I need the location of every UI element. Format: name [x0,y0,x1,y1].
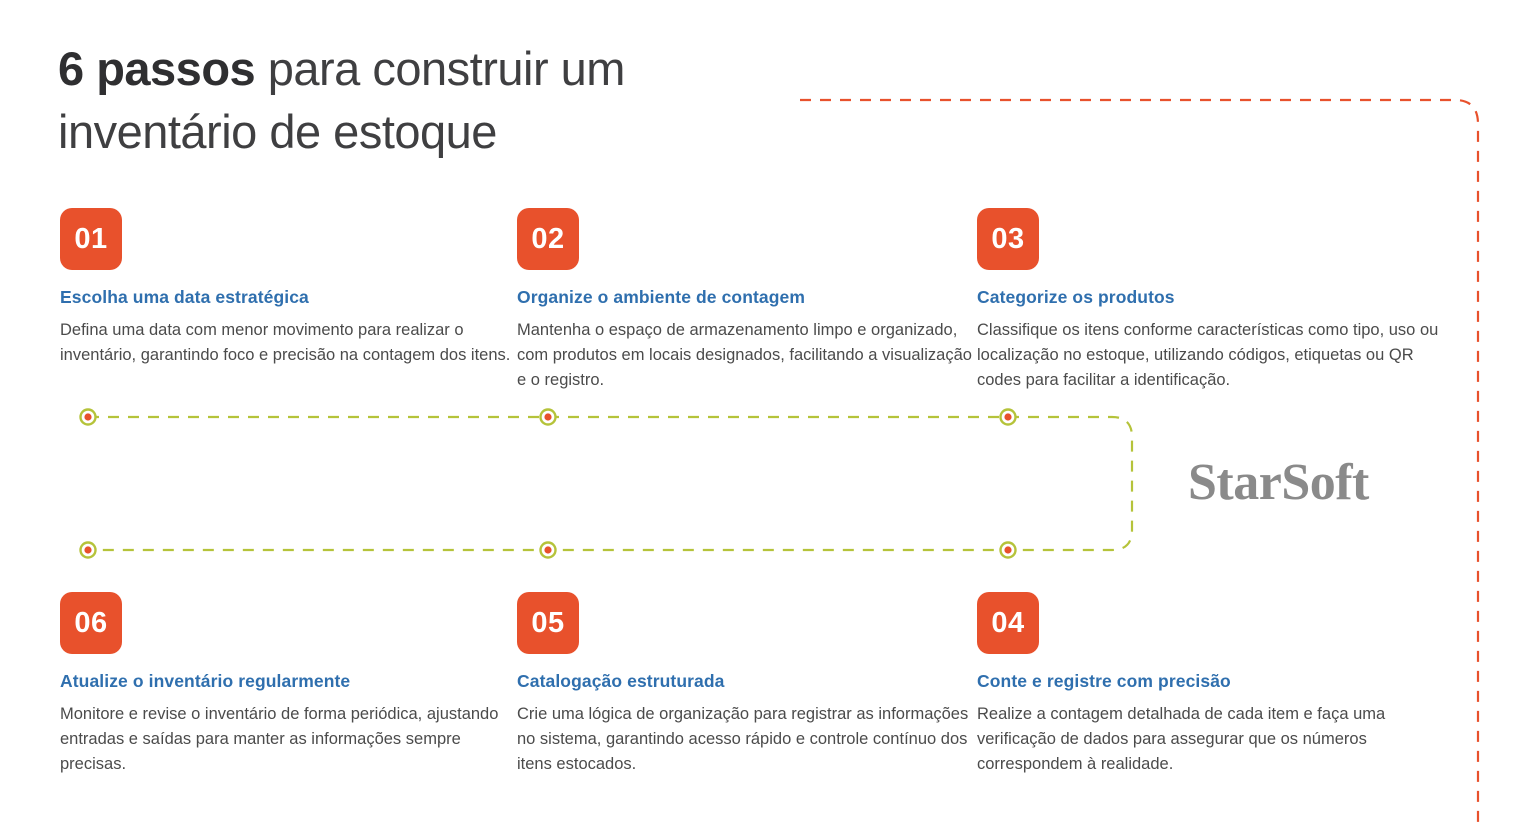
step-number-badge-06: 06 [60,592,122,654]
step-title-03: Categorize os produtos [977,287,1175,307]
step-description-04: Realize a contagem detalhada de cada item e faça uma verificação de dados para assegurar que os números correspondem à realidade. [977,705,1386,774]
step-number-badge-01: 01 [60,208,122,270]
page-title-rest: para construir um inventário de estoque [58,42,625,158]
step-description-01: Defina uma data com menor movimento para realizar o inventário, garantindo foco e precisão na contagem dos itens. [60,321,511,365]
step-item-01 [60,208,518,368]
step-item-05 [517,592,975,778]
step-description-03: Classifique os itens conforme características como tipo, uso ou localização no estoque, utilizando códigos, etiquetas ou QR codes para facilitar a identificação. [977,321,1439,390]
step-item-04 [977,592,1427,778]
step-description-02: Mantenha o espaço de armazenamento limpo e organizado, com produtos em locais designados, facilitando a visualização e o registro. [517,321,972,390]
page-title-strong: 6 passos [58,42,256,95]
step-number-badge-05: 05 [517,592,579,654]
step-description-05: Crie uma lógica de organização para registrar as informações no sistema, garantindo acesso rápido e controle contínuo dos itens estocados. [517,705,969,774]
step-number-badge-04: 04 [977,592,1039,654]
step-title-01: Escolha uma data estratégica [60,287,309,307]
step-description-06: Monitore e revise o inventário de forma periódica, ajustando entradas e saídas para manter as informações sempre precisas. [60,705,499,774]
step-number-badge-02: 02 [517,208,579,270]
step-number-badge-03: 03 [977,208,1039,270]
page-title [58,38,818,164]
step-title-05: Catalogação estruturada [517,671,725,691]
step-item-03 [977,208,1452,394]
step-title-02: Organize o ambiente de contagem [517,287,806,307]
step-title-04: Conte e registre com precisão [977,671,1231,691]
starsoft-logo: StarSoft [1188,454,1369,511]
step-item-06 [60,592,518,778]
step-title-06: Atualize o inventário regularmente [60,671,351,691]
step-item-02 [517,208,975,394]
